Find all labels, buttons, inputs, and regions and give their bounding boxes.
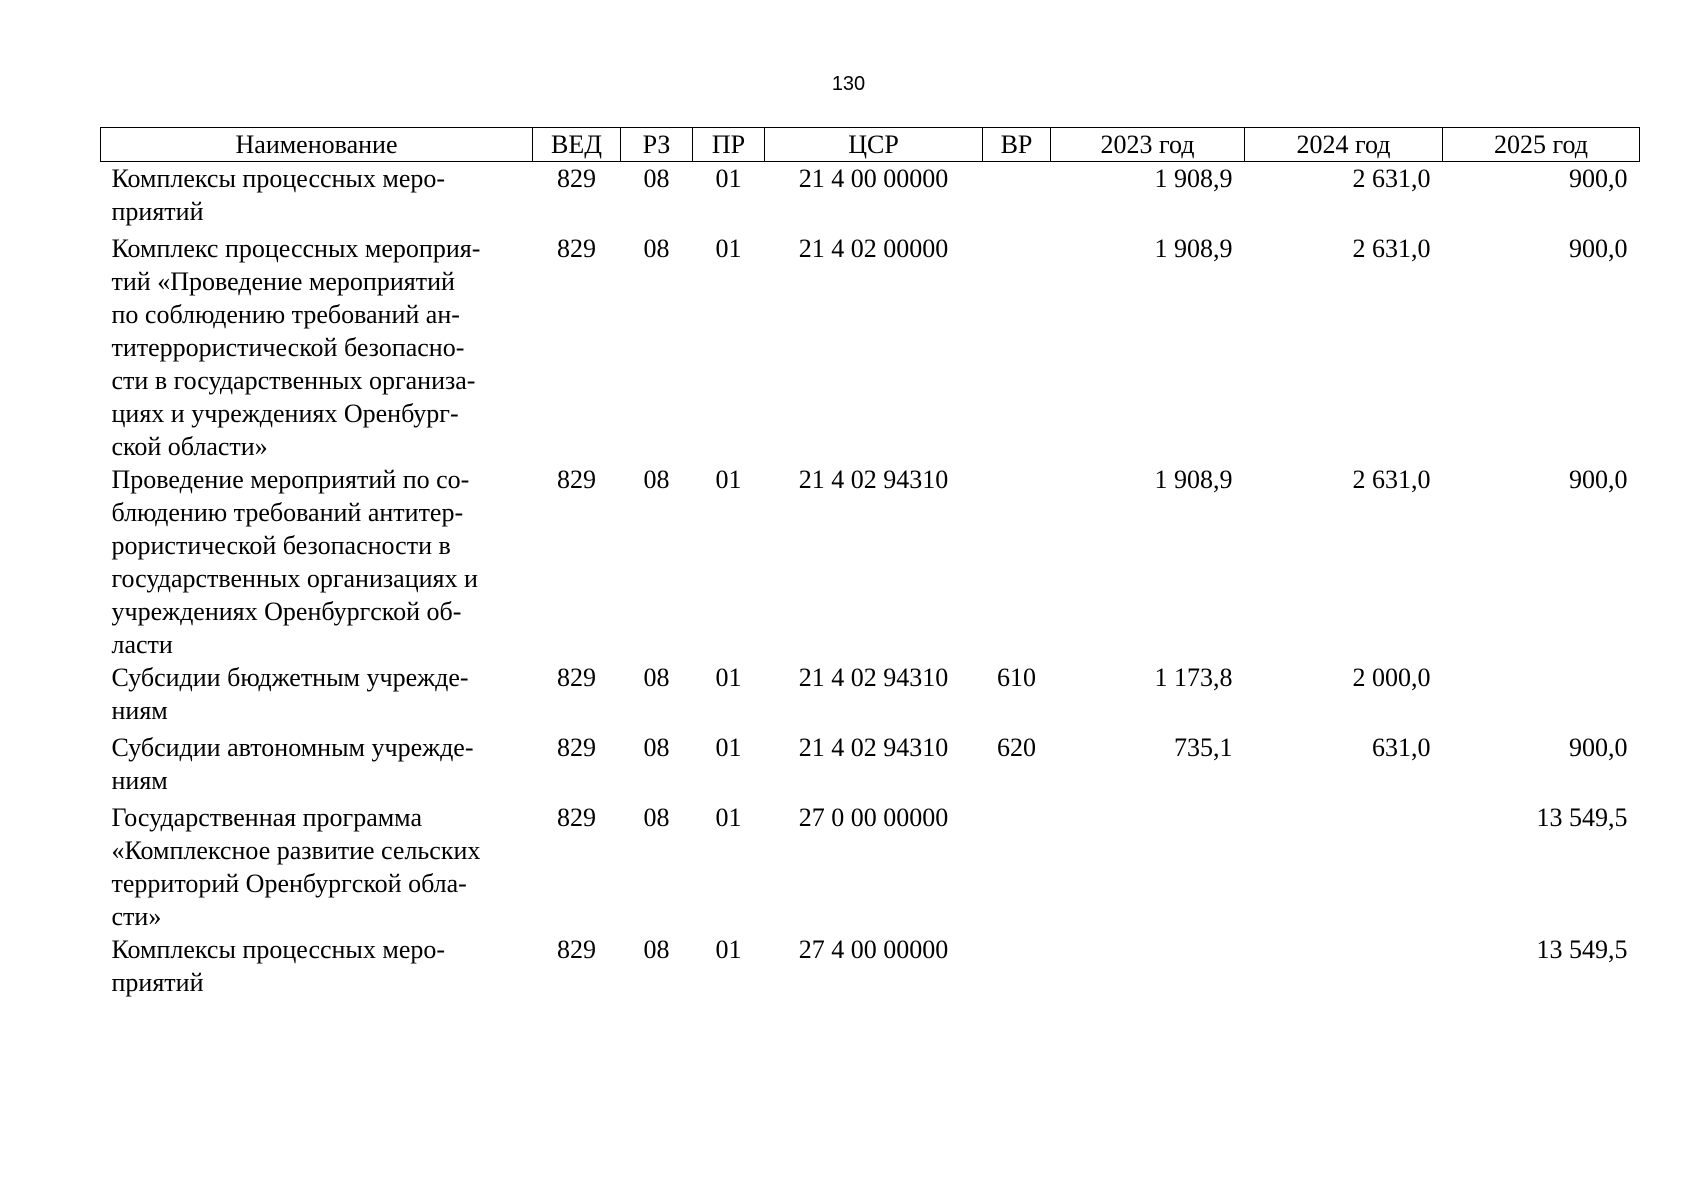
cell-name: Субсидии автономным учрежде- ниям: [111, 732, 474, 795]
header-vr: ВР: [983, 128, 1051, 162]
cell-pr: 01: [715, 802, 742, 832]
cell-csr: 27 0 00 00000: [798, 802, 949, 832]
cell-pr: 01: [715, 934, 742, 964]
cell-rz: 08: [643, 164, 670, 193]
cell-2025: [1443, 661, 1640, 731]
cell-vr: [983, 162, 1051, 232]
header-pr: ПР: [693, 128, 765, 162]
cell-vr: [983, 232, 1051, 463]
table-row: [101, 661, 1640, 731]
cell-rz: 08: [643, 233, 670, 263]
cell-2024: 2 000,0: [1352, 662, 1431, 692]
header-csr: ЦСР: [765, 128, 983, 162]
budget-table: [100, 127, 1640, 999]
page-number: 130: [831, 73, 866, 95]
cell-2025: 13 549,5: [1536, 802, 1628, 832]
cell-pr: 01: [715, 233, 742, 263]
cell-2024: [1245, 933, 1443, 999]
cell-2025: 900,0: [1569, 464, 1628, 494]
cell-ved: 829: [557, 464, 596, 494]
cell-2023: [1051, 933, 1245, 999]
cell-rz: 08: [643, 662, 670, 692]
cell-vr: [983, 463, 1051, 661]
table-row: [101, 232, 1640, 463]
cell-2024: 631,0: [1372, 732, 1431, 762]
cell-name: Проведение мероприятий по со- блюдению требований антитер- рористической безопасности в государственных организациях и учреждениях Оренбургской об- ласти: [111, 464, 478, 659]
cell-name: Комплекс процессных мероприя- тий «Проведение мероприятий по соблюдению требований ан- титеррористической безопасно- сти в государственных организа- циях и учреждениях Оренбург- ской области»: [111, 233, 481, 461]
cell-pr: 01: [715, 732, 742, 762]
cell-2023: 1 908,9: [1154, 164, 1233, 193]
table-body: [101, 162, 1640, 999]
cell-vr: 620: [997, 732, 1036, 762]
cell-2025: 900,0: [1569, 732, 1628, 762]
cell-ved: 829: [557, 233, 596, 263]
header-2023: 2023 год: [1051, 128, 1245, 162]
header-rz: РЗ: [621, 128, 693, 162]
cell-rz: 08: [643, 934, 670, 964]
cell-2023: 1 173,8: [1154, 662, 1233, 692]
cell-2024: 2 631,0: [1352, 233, 1431, 263]
cell-ved: 829: [557, 934, 596, 964]
cell-2023: 735,1: [1174, 732, 1233, 762]
cell-name: Государственная программа «Комплексное развитие сельских территорий Оренбургской обла- сти»: [111, 802, 481, 931]
cell-2025: 900,0: [1569, 164, 1628, 193]
cell-ved: 829: [557, 732, 596, 762]
cell-name: Комплексы процессных меро- приятий: [111, 164, 446, 226]
table-row: [101, 463, 1640, 661]
cell-2023: 1 908,9: [1154, 464, 1233, 494]
header-ved: ВЕД: [533, 128, 621, 162]
cell-vr: 610: [997, 662, 1036, 692]
table-header-row: [101, 128, 1640, 162]
header-name: Наименование: [101, 128, 533, 162]
cell-rz: 08: [643, 802, 670, 832]
table-row: [101, 933, 1640, 999]
cell-2025: 900,0: [1569, 233, 1628, 263]
cell-pr: 01: [715, 662, 742, 692]
cell-rz: 08: [643, 732, 670, 762]
cell-rz: 08: [643, 464, 670, 494]
cell-ved: 829: [557, 662, 596, 692]
table-row: [101, 801, 1640, 933]
table-row: [101, 731, 1640, 801]
cell-pr: 01: [715, 464, 742, 494]
cell-csr: 21 4 02 94310: [798, 732, 949, 762]
cell-2025: 13 549,5: [1536, 934, 1628, 964]
cell-2024: 2 631,0: [1352, 464, 1431, 494]
cell-2023: 1 908,9: [1154, 233, 1233, 263]
cell-2024: 2 631,0: [1352, 164, 1431, 193]
cell-ved: 829: [557, 802, 596, 832]
cell-csr: 21 4 02 94310: [798, 662, 949, 692]
header-2025: 2025 год: [1443, 128, 1640, 162]
cell-csr: 27 4 00 00000: [798, 934, 949, 964]
cell-pr: 01: [715, 164, 742, 193]
cell-2024: [1245, 801, 1443, 933]
cell-name: Субсидии бюджетным учрежде- ниям: [111, 662, 469, 725]
cell-name: Комплексы процессных меро- приятий: [111, 934, 446, 997]
cell-ved: 829: [557, 164, 596, 193]
cell-csr: 21 4 00 00000: [798, 164, 949, 193]
cell-vr: [983, 801, 1051, 933]
cell-2023: [1051, 801, 1245, 933]
table-row: [101, 162, 1640, 232]
header-2024: 2024 год: [1245, 128, 1443, 162]
cell-csr: 21 4 02 00000: [798, 233, 949, 263]
cell-csr: 21 4 02 94310: [798, 464, 949, 494]
cell-vr: [983, 933, 1051, 999]
